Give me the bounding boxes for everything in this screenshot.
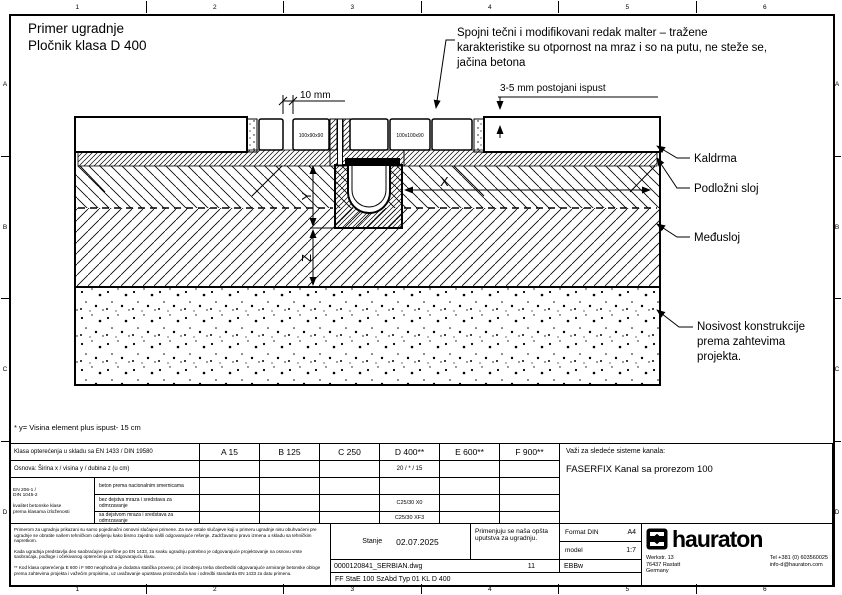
format-label: Format DIN: [565, 529, 599, 536]
drawing-title-line2: Pločnik klasa D 400: [28, 38, 147, 53]
concrete-x0-value: C25/30 X0: [379, 494, 440, 512]
table-cell: [439, 494, 500, 512]
table-concrete-standard: [9, 477, 95, 524]
dim-z-label: Z: [299, 254, 314, 262]
table-cell: [199, 477, 260, 495]
fineprint-p2: Kada ugradnja predstavlja deo saobraćajne površine po EN 1433, za svaku ugradnju potrebno je odgovarajuće projektovanje na osnovu vrste saobraćaja, podloge i očekivanog opterećenja uz odgovarajuću klasu.: [14, 548, 303, 560]
hauraton-logo-icon: [646, 528, 668, 550]
brand-email: info-d@hauraton.com: [769, 561, 823, 568]
brand-address-street: Werkstr. 13: [646, 555, 674, 561]
ruler-left-a: A: [1, 14, 9, 157]
drawing-title-line1: Primer ugradnje: [28, 21, 125, 36]
label-nosivost-line2: prema zahtevima: [697, 336, 786, 348]
cobble-size-label-left: 100x90x90: [298, 133, 324, 139]
dim-10mm-label: 10 mm: [300, 90, 331, 101]
dim-b125: [259, 460, 320, 478]
ruler-top-4: 4: [422, 1, 560, 13]
scale-label: model: [565, 547, 583, 554]
file-row: [330, 559, 560, 573]
fineprint-p3: ** Kod klasa opterećenja E 600 i F 900 neophodna je dodatna statička provera; pri izvođenju treba obezbediti odgovarajuće armiranje betonske obloge prema zahtevima projekta i važećim propisima, uz uvažavanje uputstava proizvođača kao i odredbi standarda EN 1433 za datu primenu.: [14, 564, 321, 576]
table-cell: [199, 494, 260, 512]
ruler-left-c: C: [1, 299, 9, 442]
mortar-note-line2: karakteristike su otpornost na mraz i so na putu, ne steže se,: [457, 42, 768, 54]
mortar-note-line1: Spojni tečni i modifikovani redak malter – tražene: [457, 27, 708, 39]
concrete-row2-label: bez dejstva mraza i sredstava za odmrzavanje: [94, 494, 200, 512]
dim-3-5mm-label: 3-5 mm postojani ispust: [500, 83, 606, 94]
layer-base-course: [75, 287, 660, 385]
pavement-kaldrma: [75, 117, 660, 152]
class-a15: A 15: [199, 443, 260, 461]
footnote-y: * y= Visina element plus ispust- 15 cm: [14, 423, 141, 432]
valid-systems-value: FASERFIX Kanal sa prorezom 100: [566, 464, 713, 475]
brand-block: [641, 523, 833, 586]
hauraton-wordmark: hauraton: [672, 526, 763, 552]
table-cell: [379, 477, 440, 495]
ruler-bottom-3: 3: [284, 584, 422, 594]
class-b125: B 125: [259, 443, 320, 461]
ruler-right-b: B: [833, 157, 841, 300]
cobble-size-label-right: 100x100x90: [396, 133, 424, 139]
mortar-note-leader: [436, 40, 455, 108]
ruler-left-d: D: [2, 508, 8, 516]
table-dim-row-label: Osnova: Širina x / visina y / dubina z (u cm): [9, 460, 200, 478]
ruler-top-1: 1: [9, 1, 147, 13]
class-f900: F 900**: [499, 443, 560, 461]
table-cell: [499, 477, 560, 495]
dim-e600: [439, 460, 500, 478]
std-din1045: DIN 1045-2: [13, 493, 38, 499]
brand-address-city: 76437 Rastatt: [646, 561, 681, 568]
ruler-left-b: B: [1, 157, 9, 300]
ruler-right-c: C: [833, 299, 841, 442]
status-date: 02.07.2025: [396, 536, 439, 547]
ruler-top-2: 2: [147, 1, 285, 13]
table-load-class-header: Klasa opterećenja u skladu sa EN 1433 / DIN 19580: [9, 443, 200, 461]
dim-f900: [499, 460, 560, 478]
ruler-bottom-5: 5: [559, 584, 697, 594]
author-cell: EBBw: [559, 559, 642, 573]
brand-phone: Tel +381 (0) 603560025: [769, 555, 828, 561]
ruler-top-3: 3: [284, 1, 422, 13]
general-note-line2: uputstva za ugradnju.: [475, 535, 538, 542]
dim-d400: 20 / * / 15: [379, 460, 440, 478]
ruler-top-5: 5: [559, 1, 697, 13]
fineprint-block: [9, 523, 331, 586]
concrete-xf3-value: C25/30 XF3: [379, 511, 440, 524]
table-cell: [319, 494, 380, 512]
brand-address-country: Germany: [646, 568, 669, 574]
class-d400: D 400**: [379, 443, 440, 461]
std-quality-l1: kvalitet betonske klase: [13, 504, 62, 510]
dim-c250: [319, 460, 380, 478]
class-c250: C 250: [319, 443, 380, 461]
ruler-right-d: D: [834, 508, 840, 516]
slot-cover-bar: [345, 158, 400, 165]
format-cell: [559, 523, 642, 542]
label-nosivost-line1: Nosivost konstrukcije: [697, 321, 806, 333]
concrete-row3-label: sa dejstvom mraza i sredstava za odmrzavanje: [94, 511, 200, 524]
std-quality-l2: prema klasama izloženosti: [13, 509, 70, 515]
ruler-bottom-6: 6: [762, 585, 767, 593]
dim-y-label: Y: [299, 191, 314, 201]
ruler-bottom-4: 4: [422, 584, 560, 594]
file-name: 0000120841_SERBIAN.dwg: [334, 562, 423, 570]
mortar-note-line3: jačina betona: [457, 57, 526, 69]
table-cell: [259, 494, 320, 512]
ruler-bottom-2: 2: [147, 584, 285, 594]
scale-value: 1:7: [626, 547, 636, 554]
sheet-number: 11: [527, 562, 535, 570]
std-en206: EN 206-1 /: [13, 487, 36, 493]
valid-systems-title: Važi za sledeće sisteme kanala:: [566, 448, 666, 455]
slot-opening: [338, 119, 343, 165]
status-cell: [330, 523, 471, 560]
valid-systems-cell: [559, 443, 833, 524]
ruler-top-6: 6: [762, 3, 767, 11]
label-nosivost-line3: projekta.: [697, 351, 742, 363]
fineprint-p1: Primerom za ugradnju prikazani su samo pojedinačni osnovni slučajevi primene. Za sve ostale slučajeve koji u primeru ugradnje nisu obuhvaćeni pre ugradnje se obratite našem tehničkom odeljenju kako bismo zajedno našli odgovarajuće rešenje. Zadržavamo pravo izmena u skladu sa tehničkim napretkom.: [14, 527, 317, 544]
scale-cell: [559, 541, 642, 560]
general-note-cell: [470, 523, 560, 560]
concrete-row1-label: beton prema nacionalnim smernicama: [94, 477, 200, 495]
brand-contact: [770, 555, 828, 575]
dim-x-label: X: [440, 174, 449, 189]
class-e600: E 600**: [439, 443, 500, 461]
label-medjusloj: Međusloj: [694, 232, 741, 244]
general-note-line1: Primenjuju se naša opšta: [475, 528, 548, 535]
label-podlozni-sloj: Podložni sloj: [694, 183, 759, 195]
status-label: Stanje: [362, 538, 383, 545]
table-cell: [499, 494, 560, 512]
dim-a15: [199, 460, 260, 478]
ruler-right-a: A: [833, 14, 841, 157]
table-cell: [439, 477, 500, 495]
ruler-bottom-1: 1: [9, 584, 147, 594]
layer-leaders: [657, 146, 693, 327]
drawing-code-cell: FF StaE 100 SzAbd Typ 01 KL D 400: [330, 572, 642, 586]
label-kaldrma: Kaldrma: [694, 153, 737, 165]
table-cell: [259, 477, 320, 495]
format-value: A4: [627, 529, 636, 536]
table-cell: [319, 477, 380, 495]
brand-address: [646, 555, 680, 575]
